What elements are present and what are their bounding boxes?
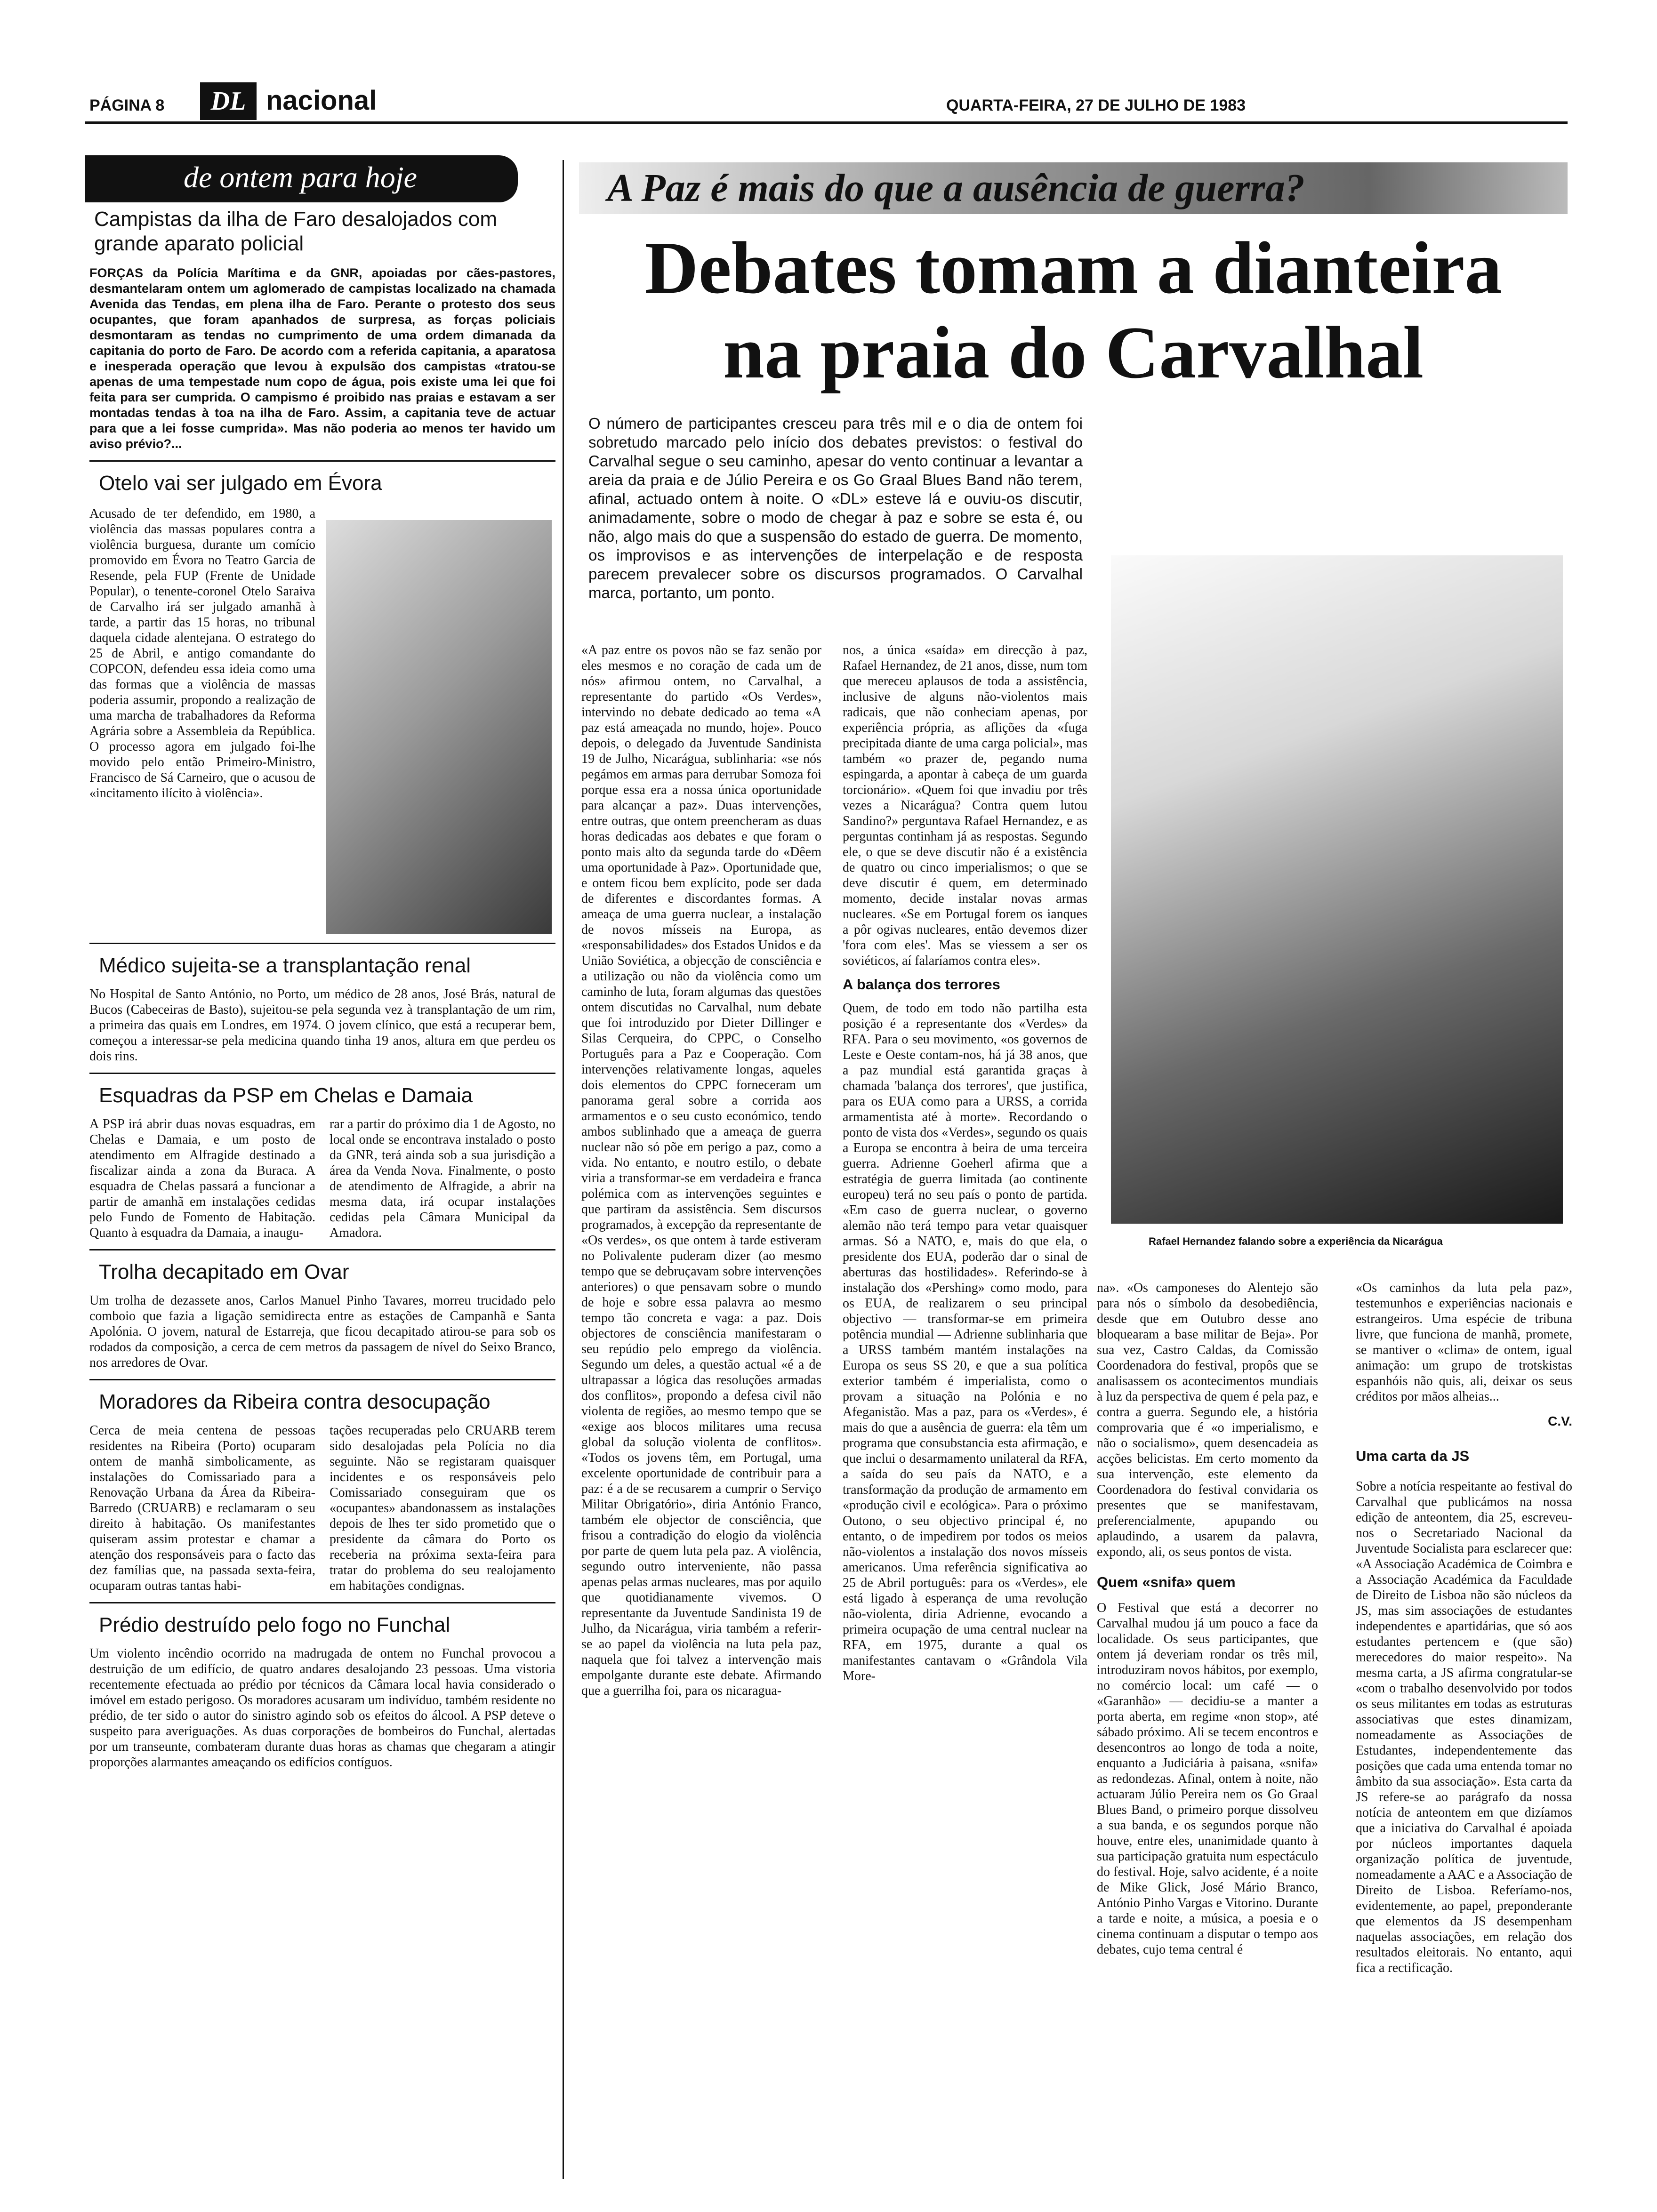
article-divider (89, 1073, 555, 1074)
story-text: nos, a única «saída» em direcção à paz, Rafael Hernandez, de 21 anos, disse, num tom que mereceu aplausos de toda a assistência, inclusive de alguns não-violentos mais radicais, que não conheciam apenas, por experiência própria, as aflições da «fuga precipitada diante de uma carga policial», mas também «o prazer de, pegando numa espingarda, a apontar à cabeça de um guarda torcionário». «Quem foi que invadiu por três vezes a Nicarágua? Contra quem lutou Sandino?» perguntava Rafael Hernandez, e as perguntas continham já as respostas. Segundo ele, o que se deve discutir não é a existência de quatro ou cinco imperialismos; o que se deve discutir é quem, em determinado momento, decide instalar novas armas nucleares. «Se em Portugal forem os ianques a pôr ogivas nucleares, então devemos dizer 'fora com eles'. Mas se viessem a ser os soviéticos, aí falaríamos contra eles». (843, 643, 1087, 968)
page-number: PÁGINA 8 (89, 96, 165, 114)
article-body: A PSP irá abrir duas novas esquadras, em Chelas e Damaia, e um posto de atendimento em Alfragide destinado a fiscalizar ainda a zona da Buraca. A esquadra de Chelas passará a funcionar a partir de amanhã em instalações cedidas pelo Fundo de Fomento de Habitação. Quanto à esquadra da Damaia, a inaugu- (89, 1117, 315, 1240)
story-column-2 (843, 642, 1087, 1684)
story-column-3 (1097, 1280, 1318, 1957)
article-divider (89, 943, 555, 944)
hernandez-photo (1111, 555, 1563, 1224)
article-title: Médico sujeita-se a transplantação renal (99, 954, 471, 977)
column-separator (563, 160, 564, 2179)
article-body: Um trolha de dezassete anos, Carlos Manuel Pinho Tavares, morreu trucidado pelo comboio que fazia a ligação semidirecta entre as estações de Campanhã e Santa Apolónia. O jovem, natural de Estarreja, que ficou decapitado atirou-se para sob os rodados da composição, a cerca de cem metros da passagem de nível do Seixo Branco, nos arredores de Ovar. (89, 1293, 555, 1370)
section-banner-text: de ontem para hoje (184, 160, 417, 194)
masthead-rule (85, 121, 1568, 124)
story-headline-line1: Debates tomam a dianteira (644, 227, 1502, 309)
article-divider (89, 1602, 555, 1603)
story-subhead: A balança dos terrores (843, 976, 1000, 993)
story-column-1: «A paz entre os povos não se faz senão por eles mesmos e no coração de cada um de nós» afirmou ontem, no Carvalhal, a representante do partido «Os Verdes», intervindo no debate dedicado ao tema «A paz está ameaçada no mundo, hoje». Pouco depois, o delegado da Juventude Sandinista 19 de Julho, Nicarágua, sublinharia: «se nós pegámos em armas para derrubar Somoza foi porque essa era a nossa única oportunidade para alcançar a paz». Duas intervenções, entre outras, que ontem preencheram as duas horas dedicadas aos debates e que foram o ponto mais alto da segunda tarde do «Dêem uma oportunidade à Paz». Oportunidade que, e ontem ficou bem explícito, pode ser dada de diferentes e discordantes formas. A ameaça de uma guerra nuclear, a instalação de novos mísseis na Europa, as «responsabilidades» dos Estados Unidos e da União Soviética, a objecção de consciência e a utilização ou não da violência como um caminho de luta, foram algumas das questões ontem discutidas no Carvalhal, num debate que foi introduzido por Dieter Dillinger e Silas Cerqueira, do CPPC, o Conselho Português para a Paz e Cooperação. Com intervenções relativamente longas, aqueles dois elementos do CPPC forneceram um panorama geral sobre a corrida aos armamentos e o seu custo económico, tendo ambos sublinhado que a ameaça de guerra nuclear não só põe em perigo a paz, como a vida. No entanto, e noutro estilo, o debate viria a transformar-se em verdadeira e franca polémica com as intervenções seguintes e que partiram da assistência. Sem discursos programados, à excepção da representante de «Os verdes», os que ontem à tarde estiveram no Polivalente puderam dizer (ao mesmo tempo que se debruçavam sobre intervenções anteriores) o que pensavam sobre o mundo de hoje e sobre essa palavra ao mesmo tempo tão concreta e vaga: a paz. Dois objectores de consciência manifestaram o seu repúdio pelo emprego da violência. Segundo um deles, a questão actual «é a de ultrapassar a lógica das resoluções armadas dos conflitos», propondo a defesa civil não violenta de regiões, ao mesmo tempo que se «exige aos blocos militares uma recusa global da solução violenta de conflitos». «Todos os jovens têm, em Portugal, uma excelente oportunidade de contribuir para a paz: é a de se recusarem a cumprir o Serviço Militar Obrigatório», diria António Franco, também ele objector de consciência, que frisou a contradição do elogio da violência por parte de quem luta pela paz. A violência, segundo outro interveniente, não passa apenas pelas armas nucleares, mas por aquilo que quotidianamente vivemos. O representante da Juventude Sandinista 19 de Julho, da Nicarágua, viria também a referir-se ao papel da violência na luta pela paz, naquela que foi talvez a intervenção mais empolgante durante este debate. Afirmando que a guerrilha foi, para os nicaragua- (581, 643, 821, 1698)
article-title: Campistas da ilha de Faro desalojados com grande aparato policial (94, 208, 498, 255)
story-text: O Festival que está a decorrer no Carvalhal mudou já um pouco a face da localidade. Os seus participantes, que ontem já deveriam rondar os três mil, introduziram novos hábitos, por exemplo, no comércio local: um café — o «Garanhão» — decidiu-se a manter a porta aberta, em regime «non stop», até sábado próximo. Ali se tecem encontros e desencontros ao longo de toda a noite, enquanto a Judiciária à paisana, «snifa» as redondezas. Afinal, ontem à noite, não actuaram Júlio Pereira nem os Go Graal Blues Band, o primeiro porque dissolveu a sua banda, e os segundos porque não houve, entre eles, unanimidade quanto à sua participação gratuita num espectáculo do festival. Hoje, salvo acidente, é a noite de Mike Glick, José Mário Branco, António Pinho Vargas e Vitorino. Durante a tarde e noite, a música, a poesia e o cinema continuam a disputar o tempo aos debates, cujo tema central é (1097, 1601, 1318, 1957)
story-text: na». «Os camponeses do Alentejo são para nós o símbolo da desobediência, desde que em Outubro desse ano bloquearam a base militar de Beja». Por sua vez, Castro Caldas, da Comissão Coordenadora do festival, propôs que se analisassem os acontecimentos mundiais à luz da perspectiva de quem é pela paz, e contra a guerra. Segundo ele, a história comprovaria que é «o imperialismo, e não o socialismo», quem desencadeia as acções belicistas. Em certo momento da sua intervenção, este elemento da Coordenadora do festival convidaria os presentes que se manifestavam, preferencialmente, apupando ou aplaudindo, a usarem da palavra, expondo, ali, os seus pontos de vista. (1097, 1281, 1318, 1559)
article-body: Acusado de ter defendido, em 1980, a violência das massas populares contra a violência burguesa, durante um comício promovido em Évora no Teatro Garcia de Resende, pela FUP (Frente de Unidade Popular), o tenente-coronel Otelo Saraiva de Carvalho irá ser julgado amanhã à tarde, a partir das 15 horas, no tribunal daquela cidade alentejana. O estratego do 25 de Abril, e antigo comandante do COPCON, defendeu essa ideia como uma das formas que a violência de massas poderia assumir, propondo a realização de uma marcha de trabalhadores da Reforma Agrária sobre a Assembleia da República. O processo agora em julgado foi-lhe movido pelo então Primeiro-Ministro, Francisco de Sá Carneiro, que o acusou de «incitamento ilícito à violência». (89, 506, 315, 801)
story-column-4 (1356, 1280, 1572, 1976)
article-title: Prédio destruído pelo fogo no Funchal (99, 1613, 450, 1636)
story-text: Quem, de todo em todo não partilha esta posição é a representante dos «Verdes» da RFA. Para o seu movimento, «os governos de Leste e Oeste contam-nos, há já 38 anos, que a paz mundial está garantida graças à chamada 'balança dos terrores', que justifica, para os EUA como para a URSS, a corrida armamentista até à morte». Recordando o ponto de vista dos «Verdes», segundo os quais a Europa se encontra à beira de uma terceira guerra. Adrienne Goeherl afirma que a estratégia de guerra limitada (ao continente europeu) terá no seu país o ponto de partida. «Em caso de guerra nuclear, o governo alemão não terá tempo para vetar quaisquer armas. Só a NATO, e, mais do que ela, o presidente dos EUA, poderão dar o sinal de aberturas das hostilidades». Referindo-se à instalação dos «Pershing» como modo, para os EUA, de realizarem o seu principal objectivo — transformar-se em primeira potência mundial — Adrienne sublinharia que a URSS também mantém instalações na Europa os seus SS 20, e que a sua política exterior também é imperialista, como o provam a situação na Polónia e no Afeganistão. Mas a paz, para os «Verdes», é mais do que a ausência de guerra: ela têm um programa que consubstancia esta afirmação, e que inclui o desarmamento unilateral da RFA, a saída do seu país da NATO, e a transformação da produção de armamento em «produção civil e ecológica». Para o próximo Outono, o seu objectivo principal é, no entanto, o de impedirem por todos os meios não-violentos a instalação dos novos mísseis americanos. Uma referência significativa ao 25 de Abril português: para os «Verdes», ele está ligado à esperança de uma revolução não-violenta, diria Adrienne, evocando a primeira ocupação de uma central nuclear na RFA, em 1975, durante a qual os manifestantes cantavam o «Grândola Vila More- (843, 1001, 1087, 1683)
story-headline-line2: na praia do Carvalhal (723, 312, 1424, 394)
story-signature: C.V. (1548, 1414, 1572, 1428)
issue-date: QUARTA-FEIRA, 27 DE JULHO DE 1983 (946, 96, 1246, 114)
dl-logo: DL (200, 82, 257, 120)
article-body: tações recuperadas pelo CRUARB terem sido desalojadas pela Polícia no dia seguinte. Não se registaram quaisquer incidentes e os responsáveis pelo Comissariado conseguiram que os «ocupantes» abandonassem as instalações depois de lhes ter sido prometido que o presidente da câmara do Porto os receberia na próxima sexta-feira para tratar do problema do seu realojamento em habitações condignas. (330, 1423, 555, 1593)
story-subhead: Uma carta da JS (1356, 1448, 1470, 1464)
article-body: rar a partir do próximo dia 1 de Agosto, no local onde se encontrava instalado o posto da GNR, terá ainda sob a sua jurisdição a área da Venda Nova. Finalmente, o posto de atendimento de Alfragide, a abrir na mesma data, irá ocupar instalações cedidas pela Câmara Municipal da Amadora. (330, 1117, 555, 1240)
article-title: Esquadras da PSP em Chelas e Damaia (99, 1084, 473, 1107)
article-body: No Hospital de Santo António, no Porto, um médico de 28 anos, José Brás, natural de Bucos (Cabeceiras de Basto), sujeitou-se pela segunda vez à transplantação de um rim, a primeira das quais em Londres, em 1974. O jovem clínico, que está a recuperar bem, começou a interessar-se pela medicina quando tinha 19 anos, altura em que perdeu os dois rins. (89, 987, 555, 1064)
article-title: Moradores da Ribeira contra desocupação (99, 1390, 491, 1413)
section-banner (85, 155, 518, 202)
left-column (89, 207, 555, 1770)
article-lead: FORÇAS da Polícia Marítima e da GNR, apoiadas por cães-pastores, desmantelaram ontem um aglomerado de campistas localizado na chamada Avenida das Tendas, em plena ilha de Faro. Perante o protesto dos seus ocupantes, que foram apanhados de surpresa, as forças policiais desmontaram as tendas no cumprimento de uma ordem dimanada da capitania do porto de Faro. De acordo com a referida capitania, a aparatosa e inesperada operação que levou à expulsão dos campistas «tratou-se apenas de uma tempestade num copo de água, pois existe uma lei que foi feita para ser cumprida. O campismo é proibido nas praias e estavam a ser montadas tendas à toa na ilha de Faro. Assim, a capitania teve de actuar para que a lei fosse cumprida». Mas não poderia ao menos ter havido um aviso prévio?... (89, 266, 555, 451)
article-title: Otelo vai ser julgado em Évora (99, 472, 382, 495)
section-name: nacional (266, 85, 377, 116)
photo-caption: Rafael Hernandez falando sobre a experiência da Nicarágua (1149, 1235, 1443, 1247)
article-body: Um violento incêndio ocorrido na madrugada de ontem no Funchal provocou a destruição de um edifício, de quatro andares desalojando 23 pessoas. Uma vistoria recentemente efectuada ao prédio por técnicos da Câmara local havia considerado o imóvel em estado perigoso. Os moradores acusaram um indivíduo, também residente no prédio, de ter sido o autor do sinistro agindo sob os efeitos do álcool. A PSP deteve o suspeito para averiguações. As duas corporações de bombeiros do Funchal, alertadas por um transeunte, combateram durante duas horas as chamas que chegaram a atingir proporções alarmantes ameaçando os edifícios contíguos. (89, 1646, 555, 1770)
story-text: Sobre a notícia respeitante ao festival do Carvalhal que publicámos na nossa edição de anteontem, dia 25, escreveu-nos o Secretariado Nacional da Juventude Socialista para esclarecer que: «A Associação Académica de Coimbra e a Associação Académica da Faculdade de Direito de Lisboa não são núcleos da JS, mas sim associações de estudantes independentes e apartidárias, que só aos estudantes pertencem e (que são) merecedores do maior respeito». Na mesma carta, a JS afirma congratular-se «com o trabalho desenvolvido por todos os seus militantes em todas as estruturas associativas que estes dinamizam, nomeadamente as Associações de Estudantes, independentemente das posições que cada uma entenda tomar no âmbito da sua associação». Esta carta da JS refere-se ao parágrafo da nossa notícia de anteontem em que dizíamos que a iniciativa do Carvalhal é apoiada por núcleos importantes daquela organização política de juventude, nomeadamente a AAC e a Associação de Direito de Lisboa. Referíamo-nos, evidentemente, ao papel, preponderante que elementos da JS desempenham naquelas associações, em relação dos resultados eleitorais. No entanto, aqui fica a rectificação. (1356, 1479, 1572, 1975)
story-kicker: A Paz é mais do que a ausência de guerra? (579, 162, 1568, 214)
article-divider (89, 1379, 555, 1380)
otelo-photo (326, 520, 552, 934)
article-divider (89, 460, 555, 462)
article-body: Cerca de meia centena de pessoas residentes na Ribeira (Porto) ocuparam ontem de manhã simbolicamente, as instalações do Comissariado para a Renovação Urbana da Área da Ribeira-Barredo (CRUARB) e reclamaram o seu direito à habitação. Os manifestantes quiseram assim protestar e chamar a atenção dos responsáveis para o facto das dez famílias que, na passada sexta-feira, ocuparam outras tantas habi- (89, 1423, 315, 1593)
article-title: Trolha decapitado em Ovar (99, 1260, 349, 1283)
story-subhead: Quem «snifa» quem (1097, 1574, 1236, 1590)
story-intro: O número de participantes cresceu para três mil e o dia de ontem foi sobretudo marcado pelo início dos debates previstos: o festival do Carvalhal segue o seu caminho, apesar do vento continuar a levantar a areia da praia e de Júlio Pereira e os Go Graal Blues Band não terem, afinal, actuado ontem à noite. O «DL» esteve lá e ouviu-os discutir, animadamente, sobre o modo de chegar à paz e sobre se esta é, ou não, algo mais do que a suspensão do estado de guerra. De momento, os improvisos e as intervenções de interpelação e de resposta parecem prevalecer sobre os discursos programados. O Carvalhal marca, portanto, um ponto. (588, 415, 1083, 601)
story-text: «Os caminhos da luta pela paz», testemunhos e experiências nacionais e estrangeiros. Uma espécie de tribuna livre, que funciona de manhã, promete, se mantiver o «clima» de ontem, igual animação: um grupo de trotskistas espanhóis não quis, ali, deixar os seus créditos por mãos alheias... (1356, 1281, 1572, 1404)
article-divider (89, 1249, 555, 1250)
